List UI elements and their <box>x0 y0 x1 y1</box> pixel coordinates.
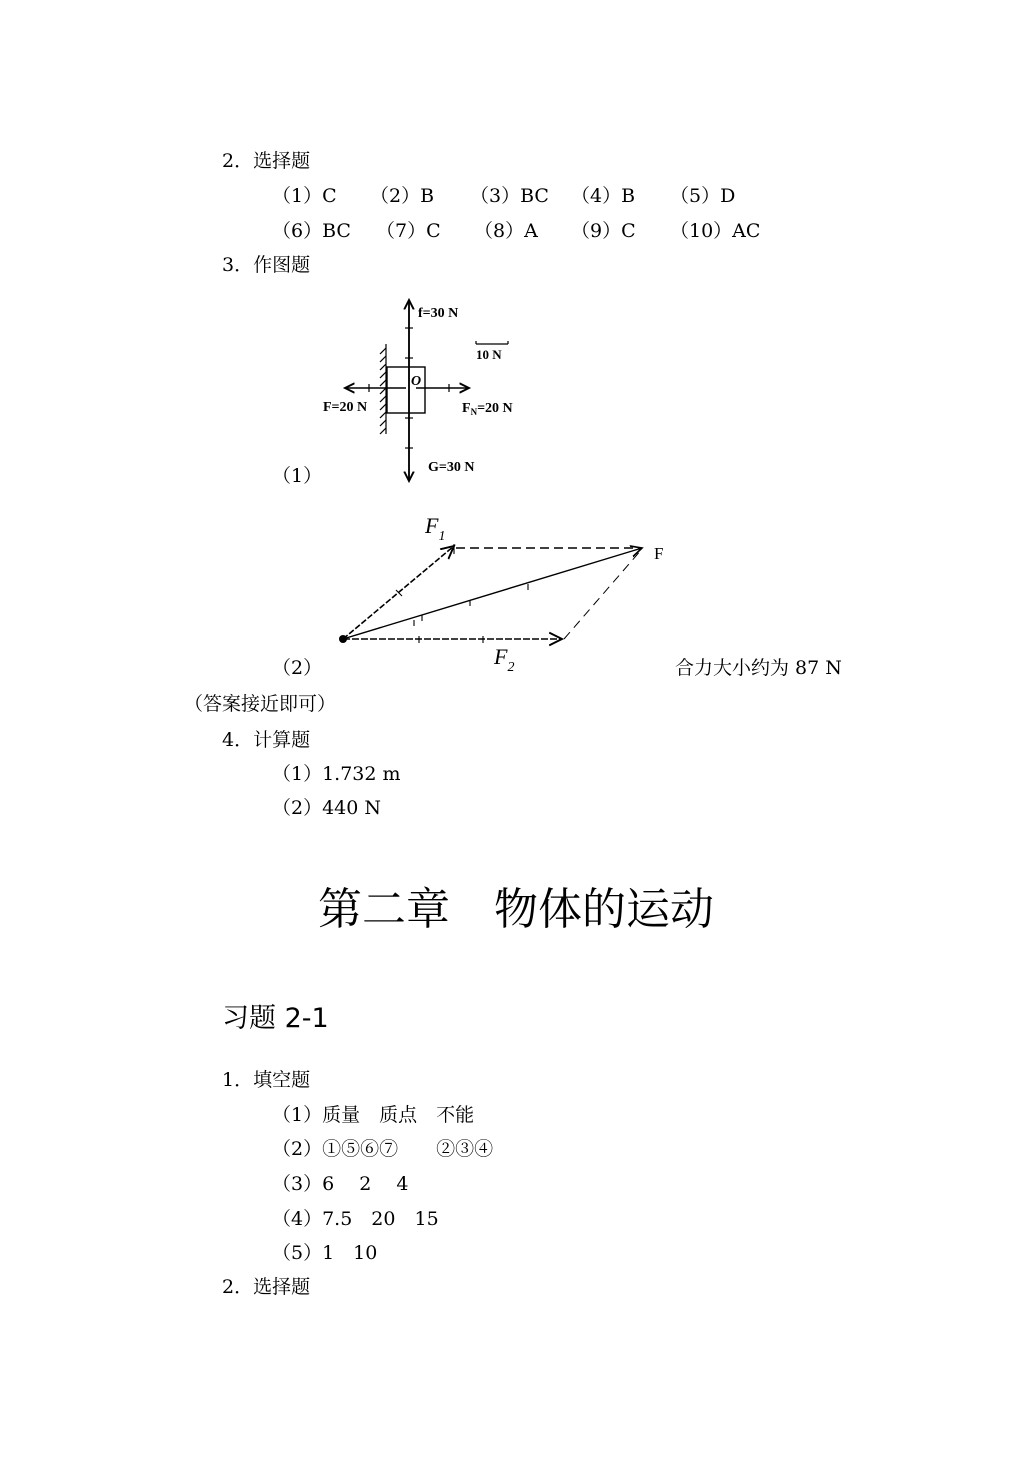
answer-9: （9）C <box>571 220 636 242</box>
question-heading-choice: 2．选择题 <box>222 150 311 172</box>
answer-4: （4）B <box>571 185 636 207</box>
F-label: F <box>654 544 664 563</box>
answer-1: （1）C <box>272 185 337 207</box>
answer-5: （5）D <box>670 185 736 207</box>
fill-answer-2: （2）①⑤⑥⑦ ②③④ <box>272 1138 494 1160</box>
question-heading-choice-2: 2．选择题 <box>222 1276 311 1298</box>
normal-force-label: $F_N=20$ N <box>462 401 513 417</box>
origin-point <box>339 635 347 643</box>
answer-6: （6）BC <box>272 220 351 242</box>
calculation-answer-2: （2）440 N <box>272 797 382 819</box>
question-heading-drawing: 3．作图题 <box>222 254 311 276</box>
question-heading-fill: 1．填空题 <box>222 1069 311 1091</box>
applied-force-label: F=20 N <box>323 400 368 415</box>
origin-label: O <box>411 374 422 389</box>
answer-note: （答案接近即可） <box>184 693 337 715</box>
answer-7: （7）C <box>376 220 441 242</box>
scale-label: 10 N <box>476 347 502 362</box>
chapter-title: 第二章 物体的运动 <box>318 884 714 935</box>
fill-answer-3: （3）6 2 4 <box>272 1173 409 1195</box>
fill-answer-1: （1）质量 质点 不能 <box>272 1104 475 1126</box>
friction-label: f=30 N <box>418 306 459 321</box>
question-heading-calculation: 4．计算题 <box>222 729 311 751</box>
resultant-answer: 合力大小约为 87 N <box>675 657 842 679</box>
section-title: 习题 2-1 <box>222 1003 329 1034</box>
answer-3: （3）BC <box>470 185 549 207</box>
wall <box>380 344 386 434</box>
gravity-label: G=30 N <box>428 460 475 475</box>
F1-label: $F_1$ <box>425 513 446 544</box>
answer-10: （10）AC <box>670 220 761 242</box>
figure-2-label: （2） <box>272 657 323 679</box>
F2-label: $F_2$ <box>494 644 515 675</box>
parallel-line-right <box>564 549 642 639</box>
resultant-vector <box>343 548 642 639</box>
force-parallelogram <box>330 508 680 678</box>
force-diagram-1 <box>316 292 536 486</box>
answer-8: （8）A <box>474 220 538 242</box>
fill-answer-5: （5）1 10 <box>272 1242 378 1264</box>
figure-1-label: （1） <box>272 465 323 487</box>
answer-2: （2）B <box>370 185 435 207</box>
fill-answer-4: （4）7.5 20 15 <box>272 1208 439 1230</box>
calculation-answer-1: （1）1.732 m <box>272 763 401 785</box>
